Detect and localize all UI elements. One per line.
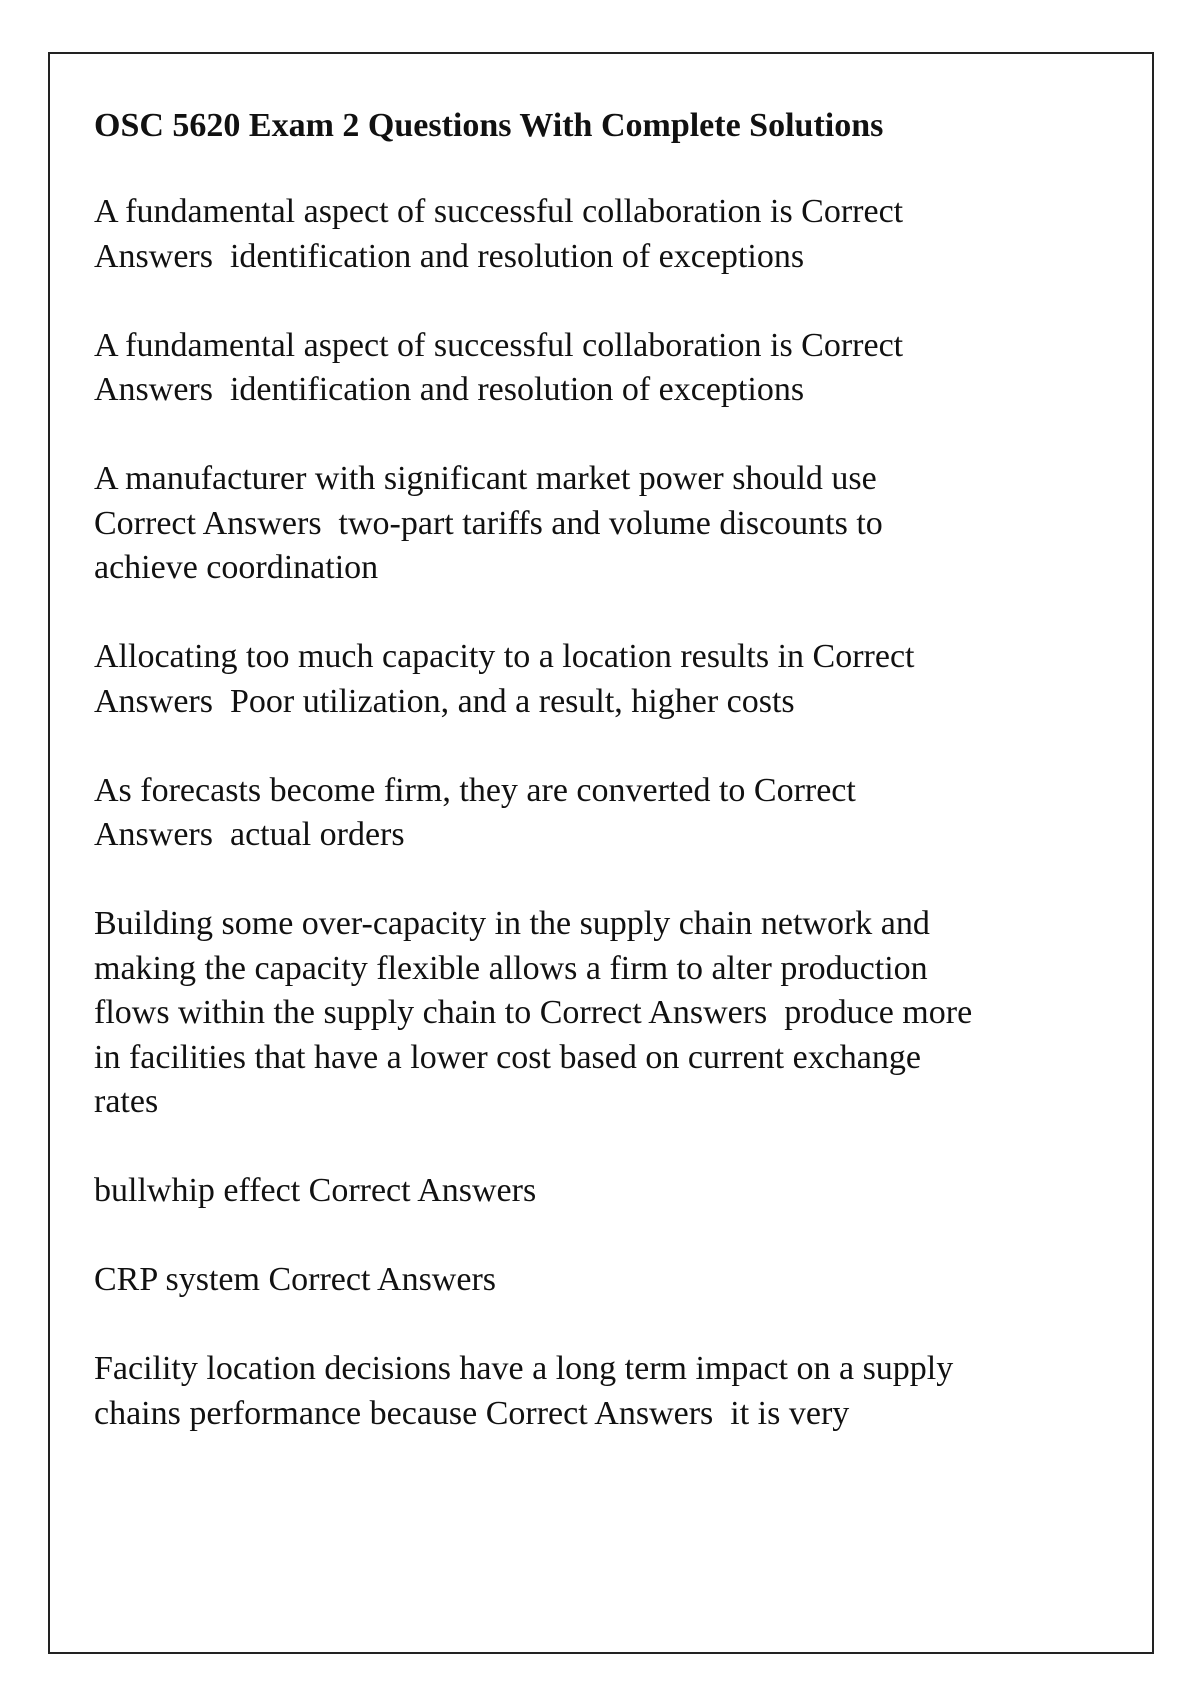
question-answer-item: As forecasts become firm, they are converted to Correct Answers actual orders [94, 771, 856, 853]
question-answer-item: Building some over-capacity in the supply chain network and making the capacity flexible allows a firm to alter production flows within the supply chain to Correct Answers produce more in facilities that have a lower cost based on current exchange rates [94, 905, 973, 1120]
document-title: OSC 5620 Exam 2 Questions With Complete Solutions [94, 107, 884, 144]
question-answer-item: A fundamental aspect of successful collaboration is Correct Answers identification and resolution of exceptions [94, 193, 904, 275]
question-answer-item: CRP system Correct Answers [94, 1261, 497, 1298]
question-answer-item: bullwhip effect Correct Answers [94, 1172, 537, 1209]
question-answer-item: A manufacturer with significant market power should use Correct Answers two-part tariffs and volume discounts to achieve coordination [94, 460, 883, 586]
question-answer-item: Facility location decisions have a long term impact on a supply chains performance because Correct Answers it is very [94, 1350, 954, 1432]
document-content [94, 104, 1074, 1481]
question-answer-item: A fundamental aspect of successful collaboration is Correct Answers identification and resolution of exceptions [94, 326, 904, 408]
question-list [94, 190, 1074, 1436]
question-answer-item: Allocating too much capacity to a location results in Correct Answers Poor utilization, and a result, higher costs [94, 638, 915, 720]
